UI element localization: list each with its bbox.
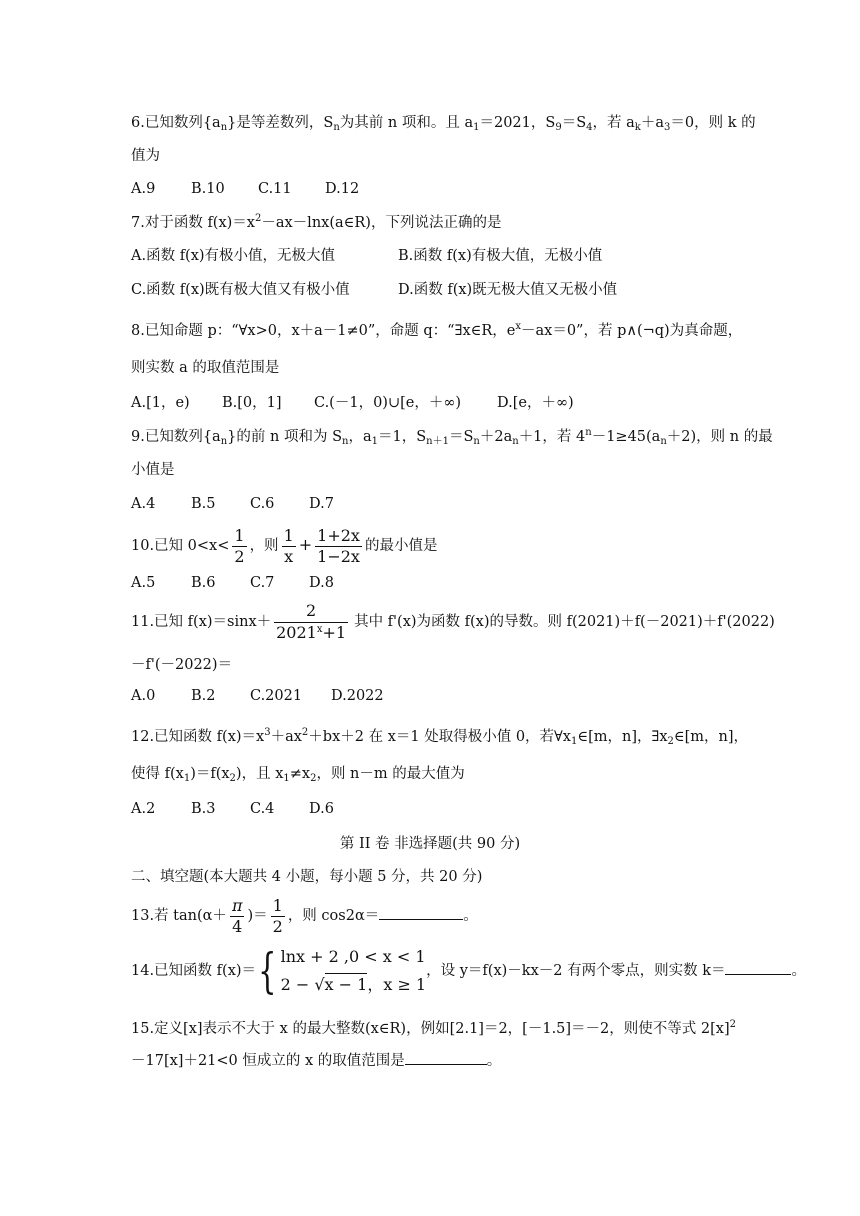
q11-option-c: C.2021 [250,688,303,704]
q7-stem: 7.对于函数 $f(x)=x^2-ax-\ln x(a\in R)$，下列说法正确的是 [131,213,502,231]
q8-line2: 则实数 a 的取值范围是 [131,360,280,376]
q11-stem: 11.已知 f(x)＝sinx＋ $\frac{2}{2021^x+1}$ 其中 f'(x)为函数 f(x)的导数。则 f(2021)＋f(－2021)＋f'(2022) [131,601,775,642]
q7-option-c: C.函数 f(x)既有极大值又有极小值 [131,282,350,298]
q13-answer-blank[interactable] [379,906,463,920]
q7-option-d: D.函数 f(x)既无极大值又无极小值 [398,282,618,298]
q13-stem: 13.若 tan(α＋ $\frac{\pi}{4}$ )＝ $\frac{1}{2}$ ，则 cos2α＝ 。 [131,895,478,936]
q10-option-c: C.7 [250,575,275,591]
q6-option-d: D.12 [325,181,360,197]
q10-fraction-1-over-x: $\frac{1}{x}$ [283,525,294,566]
q12-option-d: D.6 [309,801,334,817]
q14-stem: 14.已知函数 f(x)＝{ lnx + 2 ,0 < x < 1 2 − √x − 1，x ≥ 1 ，设 y＝f(x)－kx－2 有两个零点，则实数 k＝ 。 [131,943,806,999]
q8-option-b: B.[0，1] [222,395,282,411]
q12-option-c: C.4 [250,801,275,817]
q10-fraction-main: $\frac{1+2x}{1-2x}$ [317,525,360,566]
q8-option-a: A.[1，e) [131,395,190,411]
q9-line1: 9.已知数列$\{a_n\}$的前 n 项和为 $S_n$，$a_1=1$，$S_{n+1}=S_n+2a_n+1$，若 $4^n-1\ge 45(a_n+2)$，则 n 的最 [131,427,773,447]
q9-option-d: D.7 [309,496,334,512]
q10-stem: 10.已知 0<x< $\frac{1}{2}$ ，则 $\frac{1}{x}$ + $\frac{1+2x}{1-2x}$ 的最小值是 [131,525,438,566]
q8-option-d: D.[e，＋∞) [497,395,574,411]
q11-option-a: A.0 [131,688,156,704]
q10-option-d: D.8 [309,575,334,591]
q14-piecewise-cases: lnx + 2 ,0 < x < 1 2 − √x − 1，x ≥ 1 [280,947,427,994]
q6-option-c: C.11 [258,181,292,197]
q11-option-d: D.2022 [331,688,384,704]
q11-fraction: $\frac{2}{2021^x+1}$ [276,601,347,642]
q6-line2: 值为 [131,148,160,164]
q9-option-b: B.5 [191,496,216,512]
q7-option-b: B.函数 f(x)有极大值，无极小值 [398,248,603,264]
q15-line2: －17[x]＋21<0 恒成立的 x 的取值范围是 。 [131,1053,502,1069]
q14-answer-blank[interactable] [725,961,791,975]
section-2-title: 第 II 卷 非选择题(共 90 分) [339,836,521,852]
q6-option-b: B.10 [191,181,225,197]
q10-option-a: A.5 [131,575,156,591]
q11-option-b: B.2 [191,688,216,704]
q15-answer-blank[interactable] [405,1051,487,1065]
q15-line1: 15.定义[x]表示不大于 x 的最大整数(x∈R)，例如[2.1]＝2，[－1.5]＝－2，则使不等式 $2[x]^2$ [131,1019,736,1037]
q10-fraction-half: $\frac{1}{2}$ [234,525,245,566]
q11-line2: －f'(－2022)＝ [131,657,233,673]
q7-option-a: A.函数 f(x)有极小值，无极大值 [131,248,336,264]
q9-option-a: A.4 [131,496,156,512]
q8-line1: 8.已知命题 p：“∀x>0，x＋a－1≠0”，命题 q：“∃x∈R，$e^x-ax=0$”，若 p∧(¬q)为真命题， [131,321,743,339]
q9-line2: 小值是 [131,462,175,478]
q13-fraction-half: $\frac{1}{2}$ [272,895,283,936]
q10-option-b: B.6 [191,575,216,591]
q9-option-c: C.6 [250,496,275,512]
q8-option-c: C.(－1，0)∪[e，＋∞) [314,395,462,411]
q12-option-b: B.3 [191,801,216,817]
piecewise-brace: { [258,943,277,999]
q13-fraction-pi-over-4: $\frac{\pi}{4}$ [231,895,243,936]
q12-line2: 使得 $f(x_1)=f(x_2)$，且 $x_1\ne x_2$，则 n－m 的最大值为 [131,766,465,784]
q12-option-a: A.2 [131,801,156,817]
part-2-heading: 二、填空题(本大题共 4 小题，每小题 5 分，共 20 分) [131,869,483,885]
q12-line1: 12.已知函数 $f(x)=x^3+ax^2+bx+2$ 在 x＝1 处取得极小值 0，若$\forall x_1\in[m$，n]，$\exists x_2\in[m$，n]， [131,727,749,747]
q6-option-a: A.9 [131,181,156,197]
q6-line1: 6.已知数列$\{a_n\}$是等差数列，$S_n$为其前 n 项和。且 $a_1=2021$，$S_9=S_4$，若 $a_k+a_3=0$，则 k 的 [131,115,756,133]
